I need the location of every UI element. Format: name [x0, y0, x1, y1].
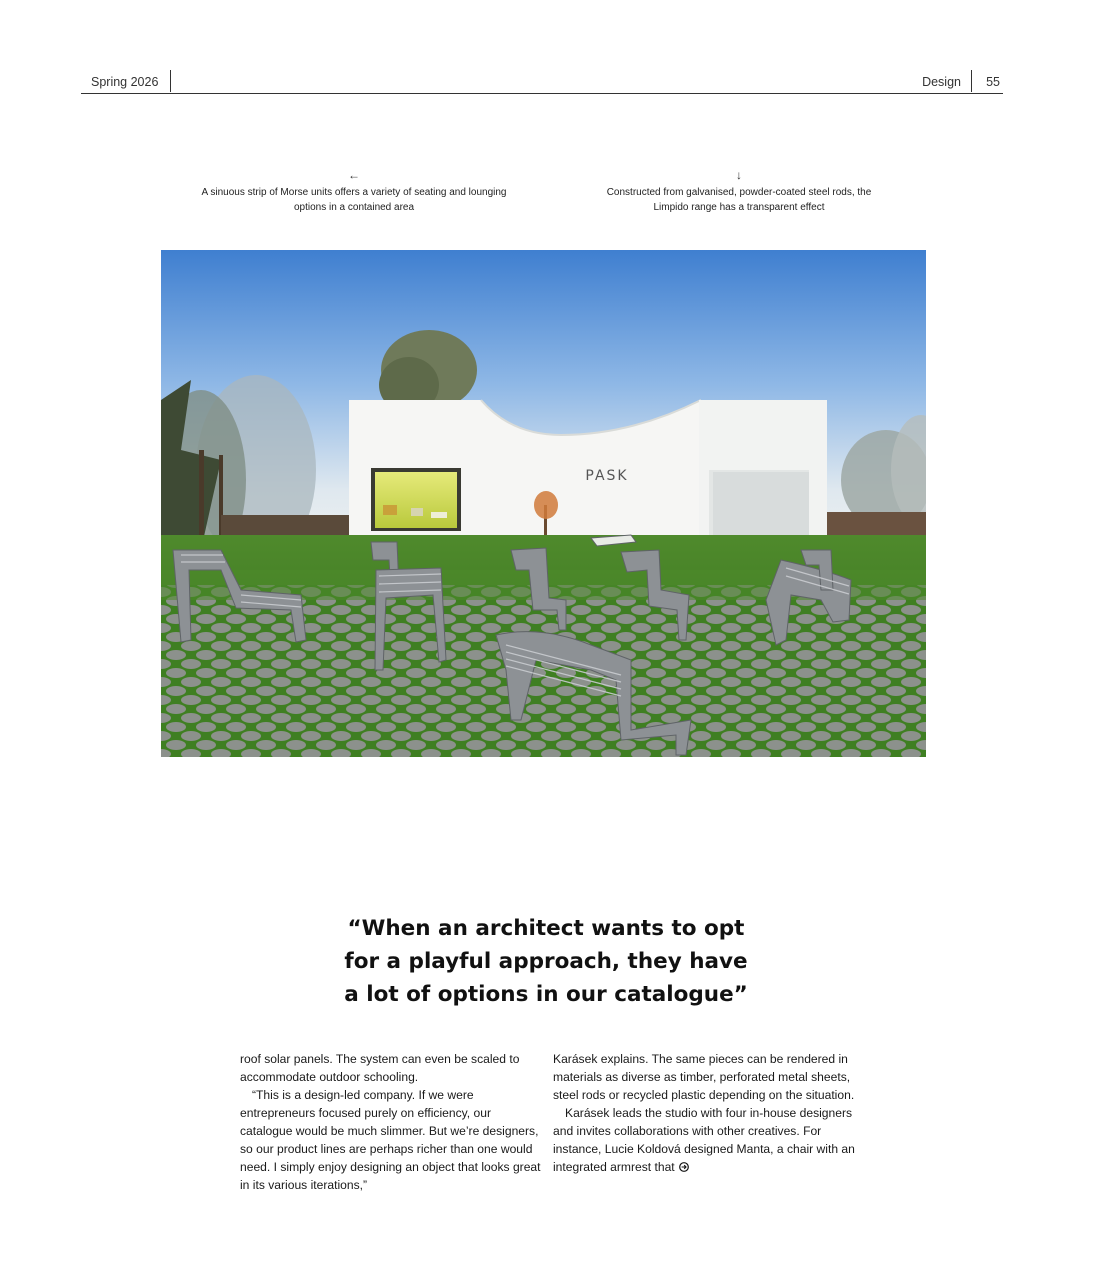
pull-quote-line-3: a lot of options in our catalogue”	[344, 982, 748, 1007]
running-header	[81, 70, 1003, 94]
arrow-left-icon: ←	[348, 168, 360, 182]
header-divider-left	[170, 70, 171, 92]
issue-label: Spring 2026	[91, 75, 159, 89]
caption-right-text: Constructed from galvanised, powder-coated steel rods, the Limpido range has a transparent effect	[606, 187, 872, 213]
feature-photo	[161, 250, 926, 757]
paragraph-text: Karásek leads the studio with four in-house designers and invites collaborations with other creatives. For instance, Lucie Koldová designed Manta, a chair with an integrated armrest that	[553, 1106, 855, 1174]
caption-right	[590, 168, 888, 215]
pull-quote-line-2: for a playful approach, they have	[344, 949, 748, 974]
pull-quote	[296, 912, 796, 1011]
building-sign: PASK	[585, 468, 629, 484]
body-column-left	[240, 1050, 545, 1194]
pull-quote-line-1: “When an architect wants to opt	[347, 916, 745, 941]
pask-pavilion-illustration	[161, 250, 926, 757]
caption-left-text: A sinuous strip of Morse units offers a variety of seating and lounging options in a contained area	[201, 187, 507, 213]
arrow-right-circle-icon	[679, 1162, 689, 1172]
page-number: 55	[986, 75, 1000, 89]
arrow-down-icon: ↓	[736, 168, 742, 182]
section-label: Design	[922, 75, 961, 89]
caption-left	[199, 168, 509, 215]
header-divider-right	[971, 70, 972, 92]
paragraph: roof solar panels. The system can even be scaled to accommodate outdoor schooling.	[240, 1052, 520, 1084]
body-column-right	[553, 1050, 858, 1176]
paragraph: Karásek explains. The same pieces can be rendered in materials as diverse as timber, perforated metal sheets, steel rods or recycled plastic depending on the situation.	[553, 1052, 855, 1102]
paragraph-continues	[553, 1104, 858, 1176]
paragraph: “This is a design-led company. If we were entrepreneurs focused purely on efficiency, our catalogue would be much slimmer. But we’re designers, so our product lines are perhaps richer than one would need. I simply enjoy designing an object that looks great in its various iterations,”	[240, 1088, 541, 1192]
